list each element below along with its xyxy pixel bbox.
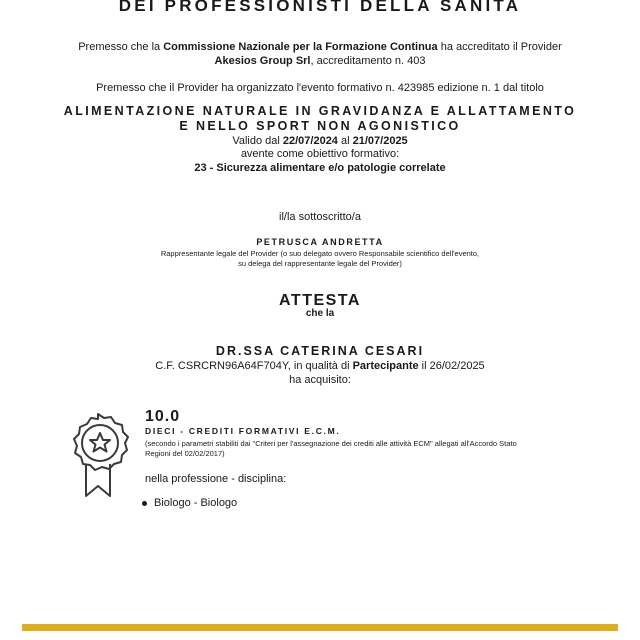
signer-name: PETRUSCA ANDRETTA bbox=[256, 237, 384, 247]
signer-role-line1: Rappresentante legale del Provider (o suo delegato ovvero Responsabile scientifico dell'evento, bbox=[160, 249, 480, 258]
signer-role-line2: su delega del rappresentante legale del Provider) bbox=[238, 259, 402, 268]
credits-note-line2: Regioni del 02/02/2017) bbox=[145, 449, 225, 458]
credits-value: 10.0 bbox=[145, 408, 181, 425]
profession-label: nella professione - disciplina: bbox=[145, 473, 287, 485]
credits-note-line1: (secondo i parametri stabiliti dai "Criteri per l'assegnazione dei crediti alle attività ECM" allegati all'Accordo Stato bbox=[145, 439, 517, 448]
signer-intro: il/la sottoscritto/a bbox=[279, 211, 361, 223]
credits-label: DIECI - CREDITI FORMATIVI E.C.M. bbox=[145, 426, 341, 436]
cf-prefix: C.F. CSRCRN96A64F704Y, in qualità di bbox=[155, 360, 353, 372]
provider-name: Akesios Group Srl bbox=[214, 55, 311, 67]
valid-prefix: Valido dal bbox=[232, 135, 283, 147]
event-validity bbox=[0, 134, 640, 148]
event-title-line2: E NELLO SPORT NON AGONISTICO bbox=[179, 119, 461, 133]
premise-prefix: Premesso che la bbox=[78, 41, 164, 53]
objective-label: avente come obiettivo formativo: bbox=[240, 148, 400, 160]
recipient-cf bbox=[0, 359, 640, 373]
award-ribbon-star-icon bbox=[68, 412, 132, 500]
acquired-text: ha acquisito: bbox=[289, 374, 351, 386]
event-title bbox=[0, 104, 640, 134]
recipient-role: Partecipante bbox=[352, 360, 419, 372]
provider-accreditation: , accreditamento n. 403 bbox=[310, 55, 426, 67]
footer-bar bbox=[22, 624, 618, 631]
signer-role bbox=[0, 249, 640, 269]
certificate-heading: DEI PROFESSIONISTI DELLA SANITA bbox=[118, 0, 522, 15]
date-from: 22/07/2024 bbox=[282, 135, 338, 147]
valid-mid: al bbox=[337, 135, 353, 147]
premise-event: Premesso che il Provider ha organizzato l'evento formativo n. 423985 edizione n. 1 dal titolo bbox=[96, 82, 544, 94]
recipient-name: DR.SSA CATERINA CESARI bbox=[215, 344, 425, 358]
event-title-line1: ALIMENTAZIONE NATURALE IN GRAVIDANZA E ALLATTAMENTO bbox=[63, 104, 577, 118]
commission-name: Commissione Nazionale per la Formazione Continua bbox=[163, 41, 438, 53]
date-to: 21/07/2025 bbox=[352, 135, 408, 147]
cf-suffix: il 26/02/2025 bbox=[418, 360, 485, 372]
objective-text: 23 - Sicurezza alimentare e/o patologie correlate bbox=[194, 162, 446, 174]
attesta-subtitle: che la bbox=[305, 308, 335, 319]
attesta-title: ATTESTA bbox=[279, 292, 361, 309]
list-item: Biologo - Biologo bbox=[141, 497, 237, 509]
credits-note bbox=[145, 439, 565, 459]
premise-mid: ha accreditato il Provider bbox=[437, 41, 562, 53]
premise-commission bbox=[0, 40, 640, 68]
profession-list bbox=[141, 497, 237, 509]
